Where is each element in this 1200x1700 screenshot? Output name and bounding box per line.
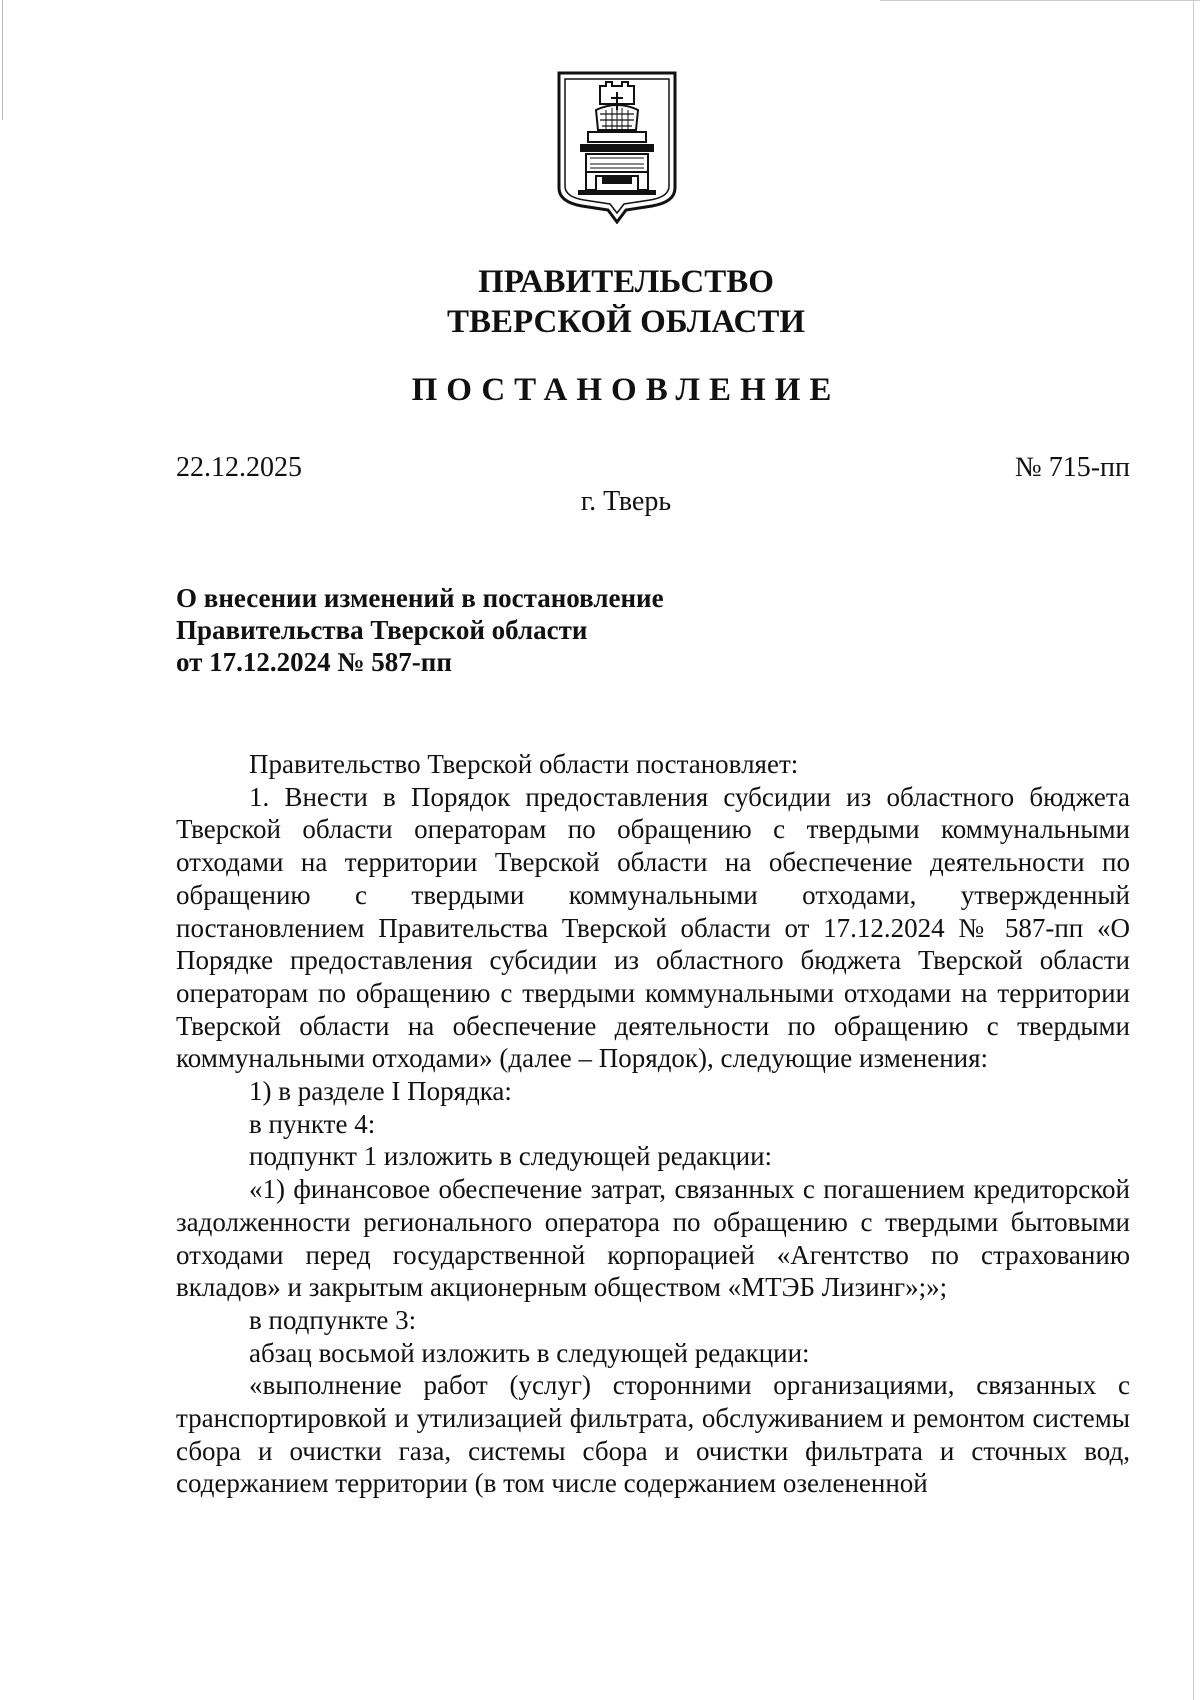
document-subject bbox=[176, 582, 664, 678]
scan-edge-right bbox=[1193, 0, 1194, 1700]
body-paragraph-intro: Правительство Тверской области постановляет: bbox=[249, 749, 799, 779]
body-paragraph-abzac-8: абзац восьмой изложить в следующей редакции: bbox=[249, 1337, 810, 1368]
document-date: 22.12.2025 bbox=[176, 452, 302, 483]
body-paragraph-section-1: 1) в разделе I Порядка: bbox=[249, 1076, 512, 1107]
scan-edge-left bbox=[2, 0, 3, 120]
body-paragraph-subpoint-1: подпункт 1 изложить в следующей редакции: bbox=[249, 1141, 773, 1172]
government-title bbox=[0, 262, 1200, 342]
document-type: ПОСТАНОВЛЕНИЕ bbox=[411, 372, 841, 408]
subject-line-1: О внесении изменений в постановление bbox=[176, 583, 664, 613]
body-paragraph-point-4: в пункте 4: bbox=[249, 1108, 376, 1139]
body-paragraph-item-1: 1. Внести в Порядок предоставления субсидии из областного бюджета Тверской области операторам по обращению с твердыми коммунальными отходами на территории Тверской области на обеспечение деятельности по обращению с твердыми коммунальными отходами, утвержденный постановлением Правительства Тверской области от 17.12.2024 № 587-пп «О Порядке предоставления субсидии из областного бюджета Тверской области операторам по обращению с твердыми коммунальными отходами на территории Тверской области на обеспечение деятельности по обращению с твердыми коммунальными отходами» (далее – Порядок), следующие изменения: bbox=[176, 781, 1130, 1074]
government-title-line-2: ТВЕРСКОЙ ОБЛАСТИ bbox=[446, 304, 806, 340]
document-number: № 715-пп bbox=[1014, 452, 1130, 483]
body-paragraph-abzac-8-text: «выполнение работ (услуг) сторонними организациями, связанных с транспортировкой и утилизацией фильтрата, обслуживанием и ремонтом системы сбора и очистки газа, системы сбора и очистки фильтрата и сточных вод, содержанием территории (в том числе содержанием озелененной bbox=[176, 1370, 1130, 1499]
body-paragraph-subpoint-1-text: «1) финансовое обеспечение затрат, связанных с погашением кредиторской задолженности регионального оператора по обращению с твердыми бытовыми отходами перед государственной корпорацией «Агентство по страхованию вкладов» и закрытым акционерным обществом «МТЭБ Лизинг»;»; bbox=[176, 1174, 1130, 1303]
coat-of-arms-icon bbox=[556, 70, 678, 224]
scan-edge-top bbox=[880, 0, 1200, 1]
government-title-line-1: ПРАВИТЕЛЬСТВО bbox=[478, 264, 774, 300]
document-body bbox=[176, 748, 1130, 1500]
subject-line-2: Правительства Тверской области bbox=[176, 615, 588, 645]
body-paragraph-subpoint-3: в подпункте 3: bbox=[249, 1304, 417, 1335]
subject-line-3: от 17.12.2024 № 587-пп bbox=[176, 647, 452, 677]
document-city: г. Тверь bbox=[580, 486, 672, 517]
